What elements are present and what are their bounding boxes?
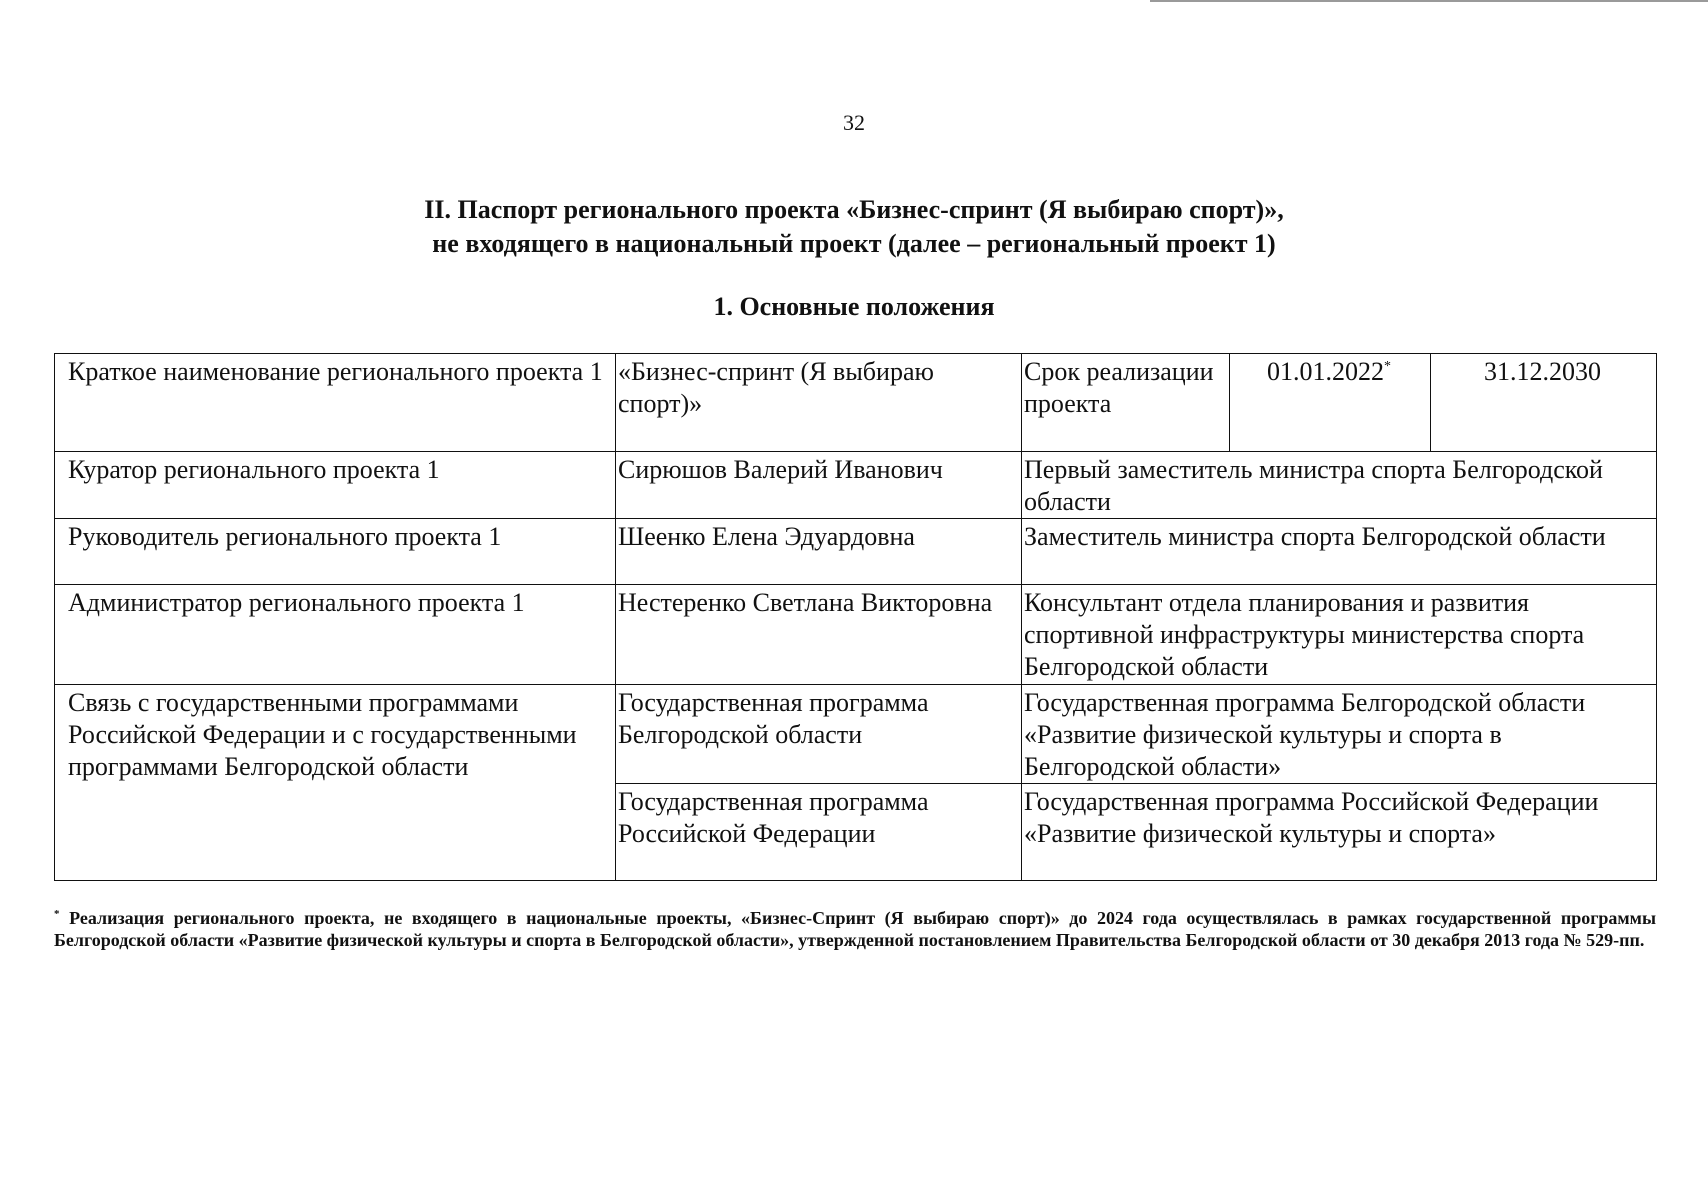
curator-position: Первый заместитель министра спорта Белгородской области: [1022, 452, 1657, 519]
title-line-2: не входящего в национальный проект (далее – региональный проект 1): [432, 229, 1276, 258]
footnote-text: Реализация регионального проекта, не входящего в национальные проекты, «Бизнес-Спринт (Я выбираю спорт)» до 2024 года осуществлялась в рамках государственной программы Белгородской области «Развитие физической культуры и спорта в Белгородской области», утвержденной постановлением Правительства Белгородской области от 30 декабря 2013 года № 529-пп.: [54, 908, 1656, 950]
table-row: [55, 519, 1657, 585]
section-title: 1. Основные положения: [713, 292, 995, 321]
programs-label: Связь с государственными программами Российской Федерации и с государственными программами Белгородской области: [55, 685, 616, 881]
title-line-1: II. Паспорт регионального проекта «Бизнес-спринт (Я выбираю спорт)»,: [424, 195, 1284, 224]
short-name-label: Краткое наименование регионального проекта 1: [55, 354, 616, 452]
page-number: 32: [843, 110, 865, 135]
term-label: Срок реализации проекта: [1022, 354, 1230, 452]
start-date: 01.01.2022: [1267, 357, 1384, 386]
footnote-mark: *: [54, 908, 60, 920]
head-position: Заместитель министра спорта Белгородской области: [1022, 519, 1657, 585]
administrator-label: Администратор регионального проекта 1: [55, 585, 616, 685]
head-label: Руководитель регионального проекта 1: [55, 519, 616, 585]
end-date: 31.12.2030: [1431, 354, 1657, 452]
scan-edge-line: [1150, 0, 1708, 2]
program-name: Государственная программа Российской Федерации «Развитие физической культуры и спорта»: [1022, 784, 1657, 881]
start-date-cell: [1230, 354, 1431, 452]
administrator-name: Нестеренко Светлана Викторовна: [616, 585, 1022, 685]
program-type: Государственная программа Российской Федерации: [616, 784, 1022, 881]
footnote-reference: *: [1384, 359, 1391, 374]
table-row: [55, 685, 1657, 784]
curator-label: Куратор регионального проекта 1: [55, 452, 616, 519]
project-passport-table: [54, 353, 1657, 881]
program-name: Государственная программа Белгородской области «Развитие физической культуры и спорта в Белгородской области»: [1022, 685, 1657, 784]
administrator-position: Консультант отдела планирования и развития спортивной инфраструктуры министерства спорта Белгородской области: [1022, 585, 1657, 685]
table-row: [55, 452, 1657, 519]
document-title: [0, 193, 1708, 261]
curator-name: Сирюшов Валерий Иванович: [616, 452, 1022, 519]
footnote: [54, 907, 1656, 951]
short-name-value: «Бизнес-спринт (Я выбираю спорт)»: [616, 354, 1022, 452]
program-type: Государственная программа Белгородской области: [616, 685, 1022, 784]
table-row: [55, 354, 1657, 452]
table-row: [55, 585, 1657, 685]
head-name: Шеенко Елена Эдуардовна: [616, 519, 1022, 585]
